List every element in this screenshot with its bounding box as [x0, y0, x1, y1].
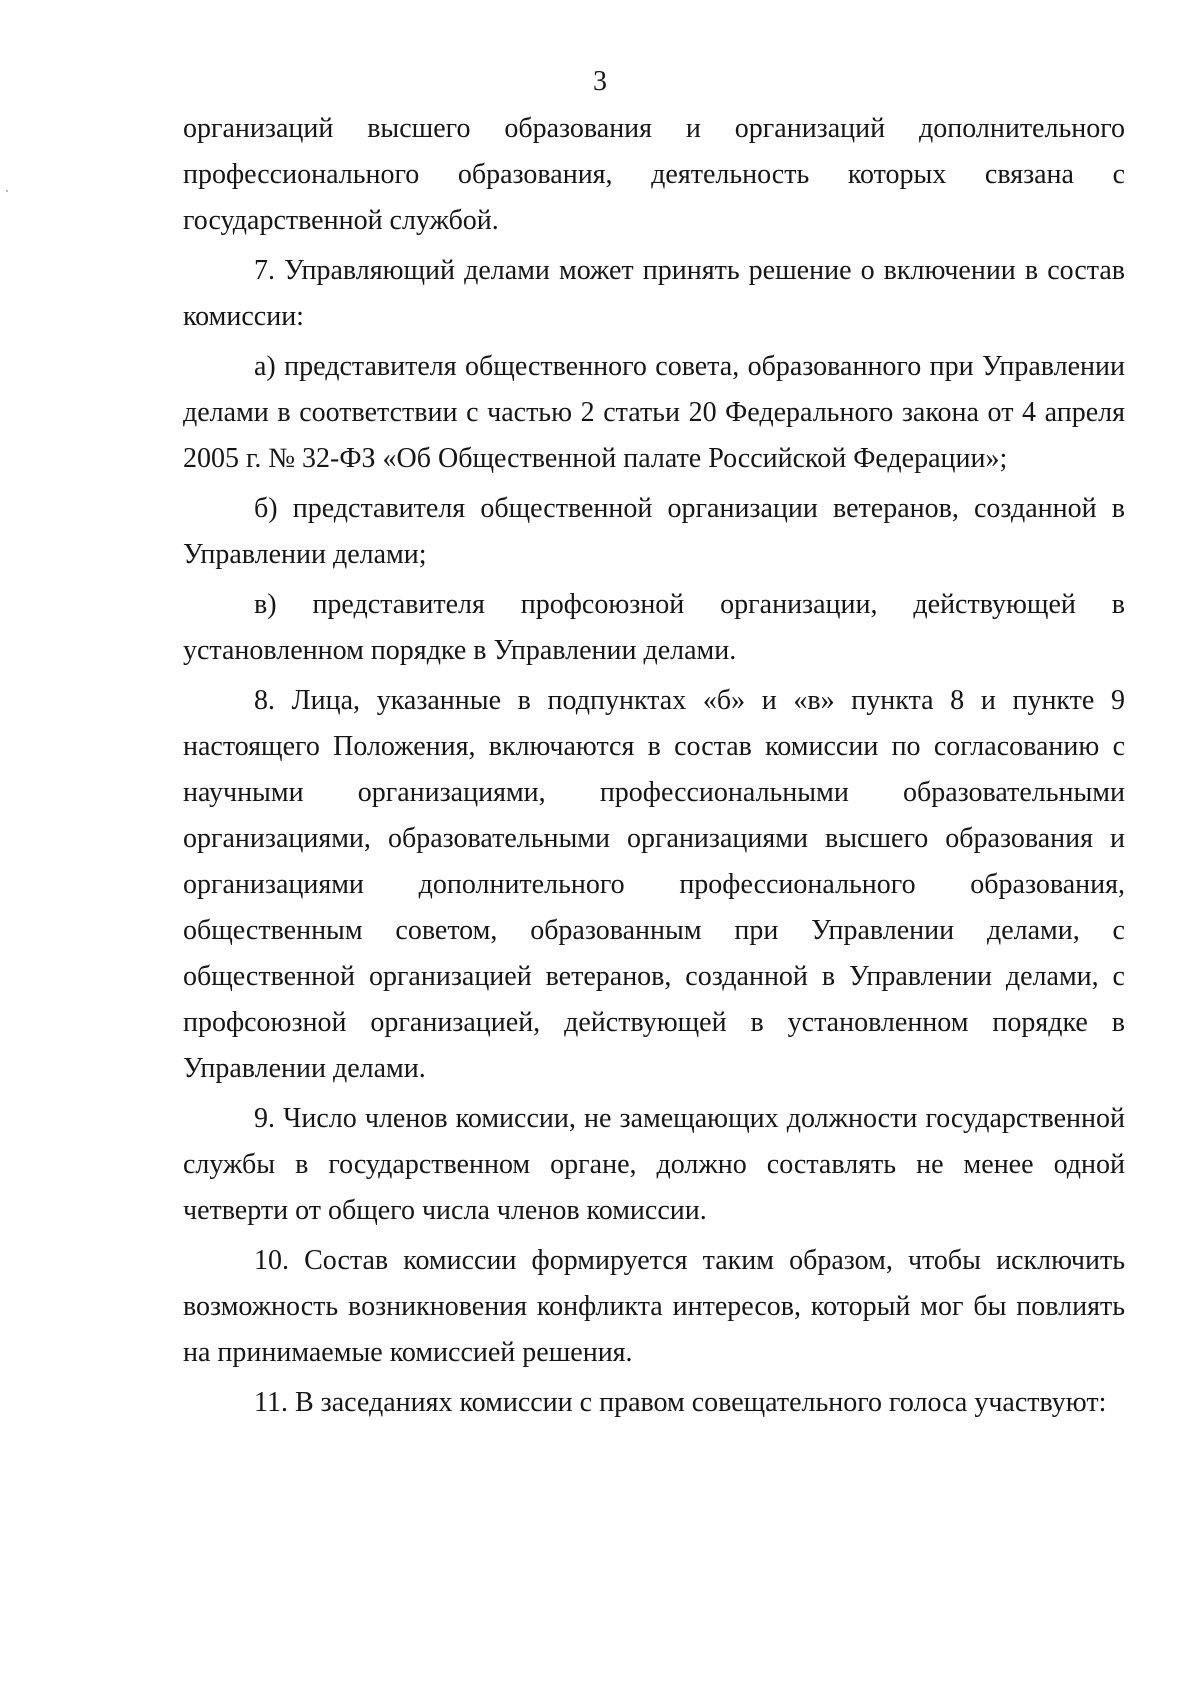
paragraph-subitem-a: а) представителя общественного совета, образованного при Управлении делами в соответствии с частью 2 статьи 20 Федерального закона от 4 апреля 2005 г. № 32-ФЗ «Об Общественной палате Российской Федерации»; [183, 351, 1125, 474]
paragraph-item-7: 7. Управляющий делами может принять решение о включении в состав комиссии: [183, 255, 1125, 332]
paragraph-item-8: 8. Лица, указанные в подпунктах «б» и «в» пункта 8 и пункте 9 настоящего Положения, включаются в состав комиссии по согласованию с научными организациями, профессиональными образовательными организациями, образовательными организациями высшего образования и организациями дополнительного профессионального образования, общественным советом, образованным при Управлении делами, с общественной организацией ветеранов, созданной в Управлении делами, с профсоюзной организацией, действующей в установленном порядке в Управлении делами. [183, 685, 1125, 1084]
paragraph-subitem-b: б) представителя общественной организации ветеранов, созданной в Управлении делами; [183, 493, 1125, 570]
paragraph-item-10: 10. Состав комиссии формируется таким образом, чтобы исключить возможность возникновения конфликта интересов, который мог бы повлиять на принимаемые комиссией решения. [183, 1245, 1125, 1368]
page-number: 3 [593, 66, 607, 97]
scan-artifact [6, 190, 8, 192]
document-body [183, 106, 1125, 1426]
paragraph-subitem-v: в) представителя профсоюзной организации, действующей в установленном порядке в Управлении делами. [183, 589, 1125, 666]
paragraph-item-11: 11. В заседаниях комиссии с правом совещательного голоса участвуют: [254, 1387, 1107, 1418]
paragraph-item-9: 9. Число членов комиссии, не замещающих должности государственной службы в государственном органе, должно составлять не менее одной четверти от общего числа членов комиссии. [183, 1103, 1125, 1226]
paragraph-continuation: организаций высшего образования и организаций дополнительного профессионального образования, деятельность которых связана с государственной службой. [183, 113, 1125, 236]
